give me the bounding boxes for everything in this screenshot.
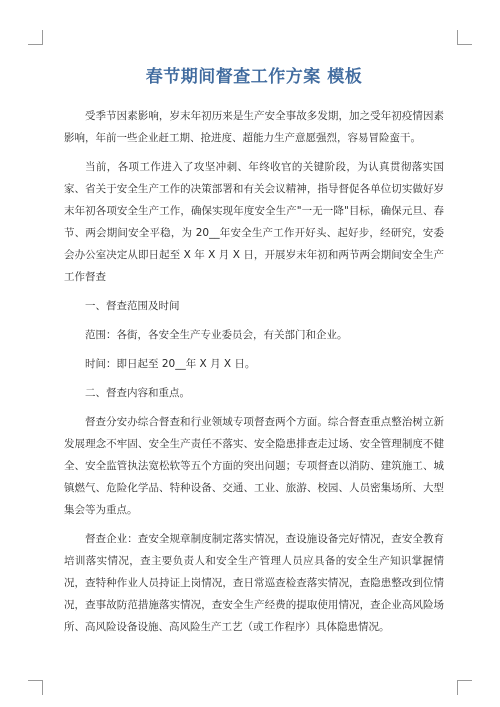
crop-mark-top-right [457,30,472,45]
paragraph-intro: 受季节因素影响，岁末年初历来是生产安全事故多发期，加之受年初疫情因素影响，年前一些企业赶工期、抢进度、超能力生产意愿强烈，容易冒险蛮干。 [64,110,444,144]
paragraph-inspection-types: 督查分安办综合督查和行业领域专项督查两个方面。综合督查重点整治树立新发展理念不牢固、安全生产责任不落实、安全隐患排查走过场、安全管理制度不健全、安全监管执法宽松软等五个方面的突出问题；专项督查以消防、建筑施工、城镇燃气、危险化学品、特种设备、交通、工业、旅游、校园、人员密集场所、大型集会等为重点。 [64,416,444,516]
document-title: 春节期间督查工作方案 模板 [145,67,363,87]
document-body [64,62,444,645]
crop-mark-top-left [28,30,43,45]
section-heading-scope: 一、督查范围及时间 [85,300,180,312]
paragraph-background: 当前，各项工作进入了攻坚冲刺、年终收官的关键阶段，为认真贯彻落实国家、省关于安全生产工作的决策部署和有关会议精神，指导督促各单位切实做好岁末年初各项安全生产工作，确保实现年度安全生产"一无一降"目标，确保元旦、春节、两会期间安全平稳，为 20__年安全生产工作开好头、起好步，经研究，安委会办公室决定从即日起至 X 年 X 月 X 日，开展岁末年初和两节两会期间安全生产工作督查 [64,161,444,283]
section-heading-content: 二、督查内容和重点。 [85,387,190,399]
paragraph-scope: 范围：各街，各安全生产专业委员会，有关部门和企业。 [85,329,348,341]
paragraph-enterprise-inspection: 督查企业：查安全规章制度制定落实情况，查设施设备完好情况，查安全教育培训落实情况，查主要负责人和安全生产管理人员应具备的安全生产知识掌握情况，查特种作业人员持证上岗情况，查日常巡查检查落实情况，查隐患整改到位情况，查事故防范措施落实情况，查安全生产经费的提取使用情况，查企业高风险场所、高风险设备设施、高风险生产工艺（或工作程序）具体隐患情况。 [64,533,444,633]
crop-mark-bottom-right [457,680,472,695]
paragraph-time: 时间：即日起至 20__年 X 月 X 日。 [85,358,256,370]
crop-mark-bottom-left [28,680,43,695]
